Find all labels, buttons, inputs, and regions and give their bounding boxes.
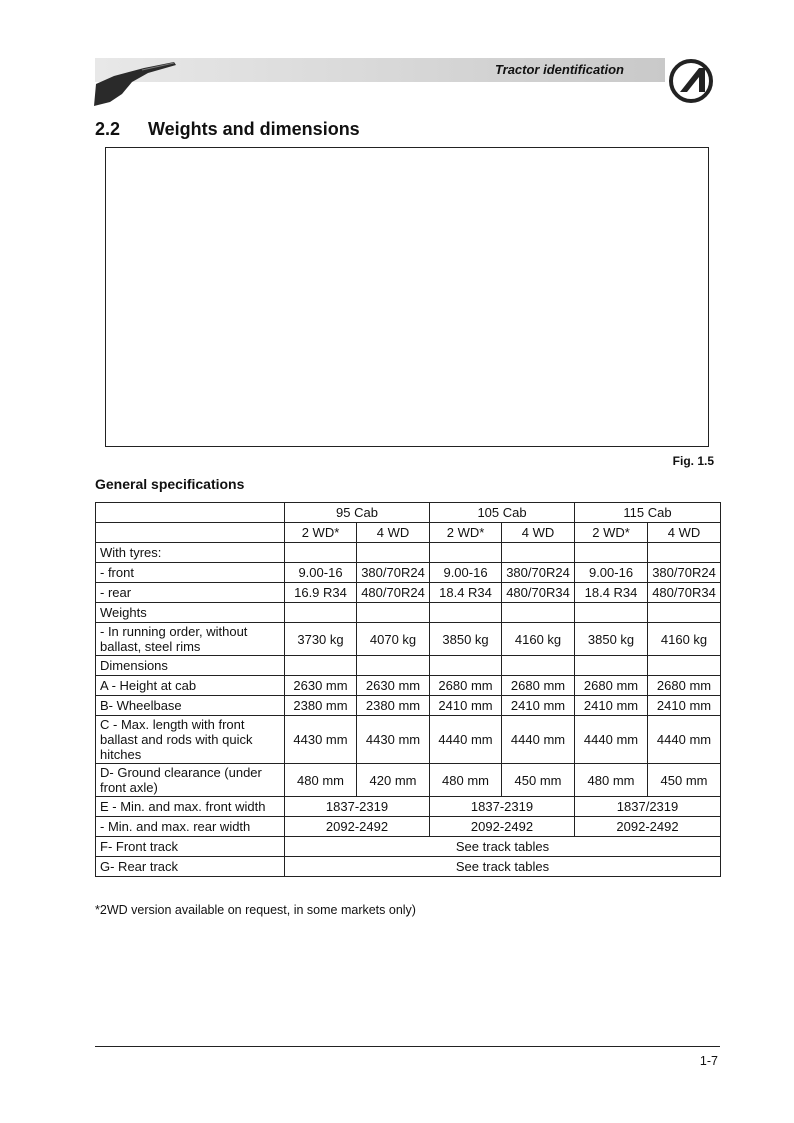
table-cell: 2680 mm bbox=[430, 676, 502, 696]
table-cell: 4070 kg bbox=[357, 623, 430, 656]
table-row bbox=[96, 563, 721, 583]
table-cell: 2092-2492 bbox=[575, 817, 721, 837]
table-cell: 480 mm bbox=[430, 764, 502, 797]
row-label: A - Height at cab bbox=[96, 676, 285, 696]
drive-header: 2 WD* bbox=[430, 523, 502, 543]
table-cell: See track tables bbox=[285, 837, 721, 857]
table-cell bbox=[285, 543, 357, 563]
model-header: 105 Cab bbox=[430, 503, 575, 523]
table-cell: 2092-2492 bbox=[285, 817, 430, 837]
table-cell: 3850 kg bbox=[575, 623, 648, 656]
table-cell: 2410 mm bbox=[648, 696, 721, 716]
header-title: Tractor identification bbox=[494, 62, 624, 77]
table-cell: See track tables bbox=[285, 857, 721, 877]
row-label: - rear bbox=[96, 583, 285, 603]
table-cell: 2680 mm bbox=[648, 676, 721, 696]
logo-icon bbox=[667, 58, 719, 104]
table-cell: 480 mm bbox=[285, 764, 357, 797]
table-cell: 2410 mm bbox=[502, 696, 575, 716]
table-row bbox=[96, 696, 721, 716]
table-cell: 420 mm bbox=[357, 764, 430, 797]
table-header-drives bbox=[96, 523, 721, 543]
table-cell: 380/70R24 bbox=[357, 563, 430, 583]
table-cell: 480/70R34 bbox=[502, 583, 575, 603]
drive-header: 4 WD bbox=[648, 523, 721, 543]
table-cell: 4440 mm bbox=[502, 716, 575, 764]
section-title-text: Weights and dimensions bbox=[148, 119, 360, 139]
table-cell bbox=[502, 603, 575, 623]
table-row bbox=[96, 837, 721, 857]
section-title bbox=[95, 119, 360, 140]
table-cell: 2380 mm bbox=[357, 696, 430, 716]
row-label: - Min. and max. rear width bbox=[96, 817, 285, 837]
table-row bbox=[96, 676, 721, 696]
table-cell: 450 mm bbox=[502, 764, 575, 797]
table-cell: 2680 mm bbox=[575, 676, 648, 696]
table-cell: 2410 mm bbox=[430, 696, 502, 716]
row-label: C - Max. length with front ballast and rods with quick hitches bbox=[96, 716, 285, 764]
footnote: *2WD version available on request, in some markets only) bbox=[95, 903, 416, 917]
table-cell: 480/70R34 bbox=[648, 583, 721, 603]
table-cell: 4430 mm bbox=[285, 716, 357, 764]
table-cell bbox=[430, 543, 502, 563]
table-cell: 450 mm bbox=[648, 764, 721, 797]
section-number: 2.2 bbox=[95, 119, 121, 139]
table-row bbox=[96, 583, 721, 603]
row-label: Dimensions bbox=[96, 656, 285, 676]
table-row bbox=[96, 857, 721, 877]
row-label: Weights bbox=[96, 603, 285, 623]
table-row bbox=[96, 543, 721, 563]
table-cell: 380/70R24 bbox=[502, 563, 575, 583]
table-cell: 380/70R24 bbox=[648, 563, 721, 583]
row-label: E - Min. and max. front width bbox=[96, 797, 285, 817]
table-cell: 9.00-16 bbox=[285, 563, 357, 583]
model-header: 95 Cab bbox=[285, 503, 430, 523]
specs-table bbox=[95, 502, 721, 877]
drive-header: 2 WD* bbox=[285, 523, 357, 543]
table-cell: 480 mm bbox=[575, 764, 648, 797]
table-cell: 3730 kg bbox=[285, 623, 357, 656]
table-cell bbox=[575, 543, 648, 563]
drive-header: 4 WD bbox=[502, 523, 575, 543]
row-label: - front bbox=[96, 563, 285, 583]
table-cell: 2680 mm bbox=[502, 676, 575, 696]
row-label: B- Wheelbase bbox=[96, 696, 285, 716]
table-cell bbox=[357, 603, 430, 623]
model-header: 115 Cab bbox=[575, 503, 721, 523]
table-cell: 4440 mm bbox=[575, 716, 648, 764]
table-cell: 16.9 R34 bbox=[285, 583, 357, 603]
table-cell: 4440 mm bbox=[648, 716, 721, 764]
table-cell: 18.4 R34 bbox=[575, 583, 648, 603]
row-label: F- Front track bbox=[96, 837, 285, 857]
row-label: - In running order, without ballast, steel rims bbox=[96, 623, 285, 656]
figure-frame bbox=[105, 147, 709, 447]
table-cell: 2410 mm bbox=[575, 696, 648, 716]
table-cell: 1837/2319 bbox=[575, 797, 721, 817]
table-cell bbox=[575, 656, 648, 676]
header-empty-cell bbox=[96, 523, 285, 543]
table-cell: 3850 kg bbox=[430, 623, 502, 656]
table-row bbox=[96, 764, 721, 797]
figure-caption: Fig. 1.5 bbox=[672, 454, 714, 468]
drive-header: 4 WD bbox=[357, 523, 430, 543]
table-cell: 2380 mm bbox=[285, 696, 357, 716]
row-label: D- Ground clearance (under front axle) bbox=[96, 764, 285, 797]
table-cell bbox=[575, 603, 648, 623]
table-cell bbox=[430, 603, 502, 623]
table-cell bbox=[502, 543, 575, 563]
table-cell: 18.4 R34 bbox=[430, 583, 502, 603]
table-cell bbox=[430, 656, 502, 676]
table-row bbox=[96, 797, 721, 817]
table-cell bbox=[357, 543, 430, 563]
hand-pointer-icon bbox=[92, 60, 182, 108]
table-row bbox=[96, 603, 721, 623]
row-label: G- Rear track bbox=[96, 857, 285, 877]
footer-rule bbox=[95, 1046, 720, 1047]
table-cell: 4160 kg bbox=[502, 623, 575, 656]
table-cell: 1837-2319 bbox=[430, 797, 575, 817]
table-row bbox=[96, 716, 721, 764]
table-cell bbox=[285, 656, 357, 676]
table-cell: 4160 kg bbox=[648, 623, 721, 656]
table-cell bbox=[648, 603, 721, 623]
row-label: With tyres: bbox=[96, 543, 285, 563]
table-cell bbox=[648, 543, 721, 563]
table-cell bbox=[648, 656, 721, 676]
table-cell: 4430 mm bbox=[357, 716, 430, 764]
table-row bbox=[96, 623, 721, 656]
table-cell: 9.00-16 bbox=[430, 563, 502, 583]
table-cell: 2630 mm bbox=[357, 676, 430, 696]
table-cell bbox=[285, 603, 357, 623]
table-cell: 4440 mm bbox=[430, 716, 502, 764]
table-header-models bbox=[96, 503, 721, 523]
table-cell: 9.00-16 bbox=[575, 563, 648, 583]
drive-header: 2 WD* bbox=[575, 523, 648, 543]
page-number: 1-7 bbox=[699, 1054, 718, 1068]
table-cell: 2092-2492 bbox=[430, 817, 575, 837]
table-heading: General specifications bbox=[95, 476, 245, 492]
table-row bbox=[96, 817, 721, 837]
table-cell: 480/70R24 bbox=[357, 583, 430, 603]
table-cell: 1837-2319 bbox=[285, 797, 430, 817]
table-cell bbox=[502, 656, 575, 676]
table-row bbox=[96, 656, 721, 676]
header-empty-cell bbox=[96, 503, 285, 523]
table-cell bbox=[357, 656, 430, 676]
table-cell: 2630 mm bbox=[285, 676, 357, 696]
